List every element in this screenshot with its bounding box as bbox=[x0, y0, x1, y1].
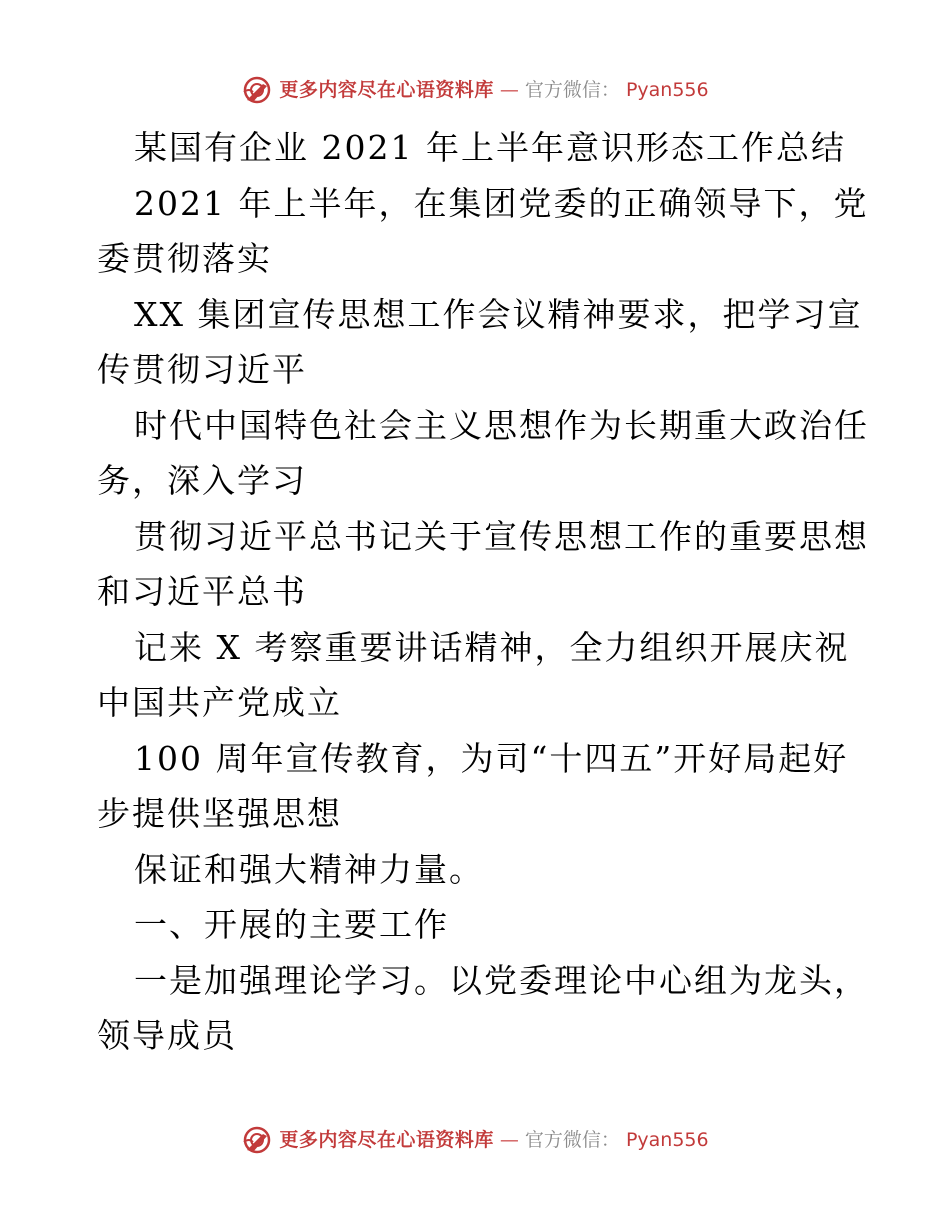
watermark-red-text: 更多内容尽在心语资料库 bbox=[279, 78, 494, 101]
text-line: 和习近平总书 bbox=[97, 572, 307, 611]
brand-logo-icon bbox=[241, 74, 273, 106]
text-line: XX 集团宣传思想工作会议精神要求，把学习宣 bbox=[134, 294, 863, 334]
text-line: 2021 年上半年，在集团党委的正确领导下，党 bbox=[134, 183, 869, 223]
text-line: 贯彻习近平总书记关于宣传思想工作的重要思想 bbox=[134, 516, 869, 556]
watermark-gray-text: 官方微信： bbox=[524, 1128, 620, 1151]
text-line: 务，深入学习 bbox=[97, 461, 307, 500]
watermark-gray-text: 官方微信： bbox=[524, 78, 620, 101]
text-line: 传贯彻习近平 bbox=[97, 350, 307, 389]
text-line: 某国有企业 2021 年上半年意识形态工作总结 bbox=[134, 128, 846, 167]
text-line: 时代中国特色社会主义思想作为长期重大政治任 bbox=[134, 405, 869, 445]
text-line: 记来 X 考察重要讲话精神，全力组织开展庆祝 bbox=[134, 627, 850, 667]
text-line: 100 周年宣传教育，为司“十四五”开好局起好 bbox=[134, 738, 849, 778]
watermark-id: Pyan556 bbox=[625, 78, 709, 101]
watermark-group bbox=[241, 1124, 708, 1156]
text-line: 步提供坚强思想 bbox=[97, 794, 342, 833]
watermark-id: Pyan556 bbox=[625, 1128, 709, 1151]
watermark-separator: — bbox=[499, 1128, 519, 1151]
header-watermark bbox=[0, 70, 950, 110]
text-line: 保证和强大精神力量。 bbox=[134, 849, 484, 889]
watermark-red-text: 更多内容尽在心语资料库 bbox=[279, 1128, 494, 1151]
watermark-group bbox=[241, 74, 708, 106]
document-body bbox=[97, 120, 869, 1064]
footer-watermark bbox=[0, 1120, 950, 1160]
brand-logo-icon bbox=[241, 1124, 273, 1156]
text-line: 一、开展的主要工作 bbox=[134, 905, 449, 944]
text-line: 中国共产党成立 bbox=[97, 683, 342, 722]
text-line: 领导成员 bbox=[97, 1016, 237, 1055]
watermark-separator: — bbox=[499, 78, 519, 101]
text-line: 一是加强理论学习。以党委理论中心组为龙头， bbox=[134, 960, 869, 1000]
text-line: 委贯彻落实 bbox=[97, 239, 272, 278]
